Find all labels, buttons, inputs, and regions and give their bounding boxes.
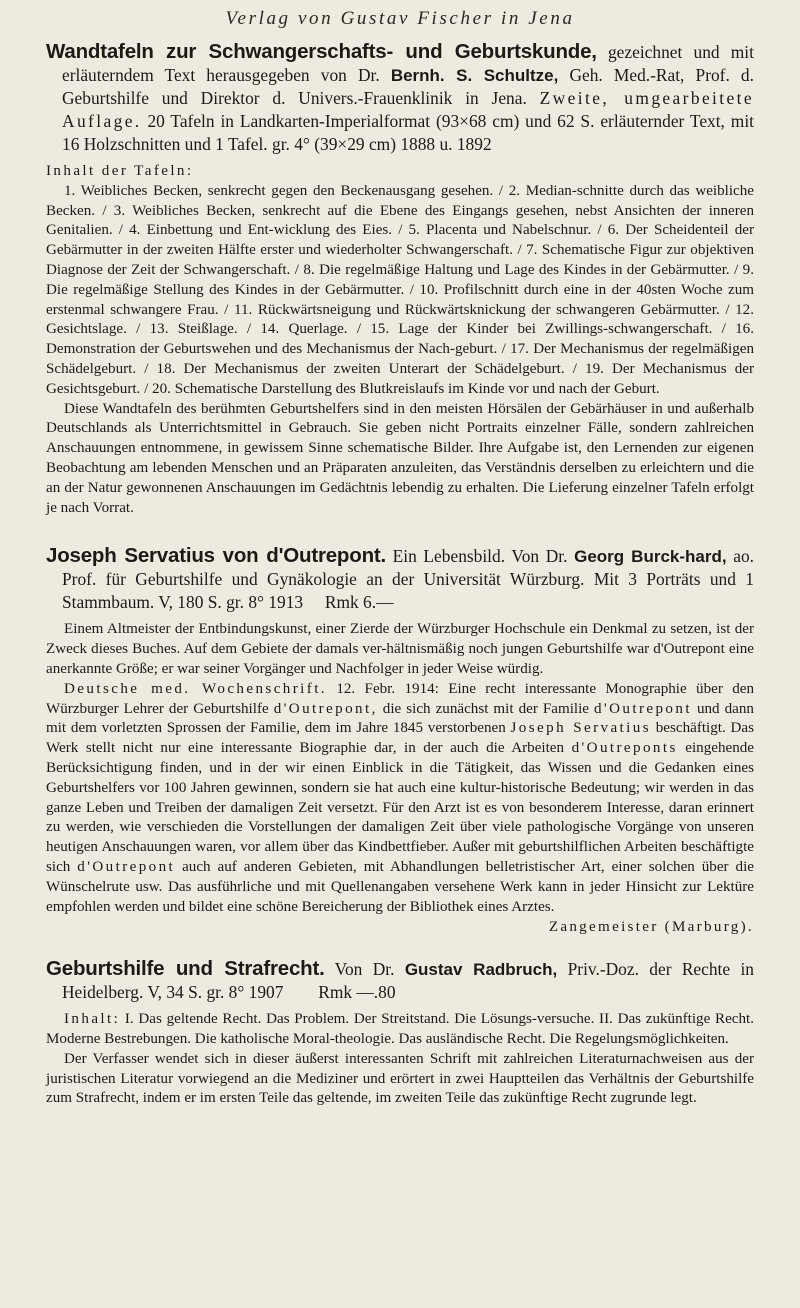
entry-price: Rmk 6.— xyxy=(324,592,394,613)
review-fragment: beschäftigt. Das Werk stellt nicht nur eine interessante Biographie dar, in der auch die Arbeiten xyxy=(46,720,754,757)
contents-list: 1. Weibliches Becken, senkrecht gegen den Beckenausgang gesehen. / 2. Median-schnitte durch das weibliche Becken. / 3. Weibliches Becken, senkrecht auf die Ebene des Eingangs gesehen, nebst Ansichten der inneren Genitalien. / 4. Einbettung und Ent-wicklung des Eies. / 5. Placenta und Nabelschnur. / 6. Der Scheidenteil der Gebärmutter in der zweiten Hälfte erster und wiederholter Schwangerschaft. / 7. Schematische Figur zur objektiven Diagnose der Zeit der Schwangerschaft. / 8. Die regelmäßige Haltung und Lage des Kindes in der Gebärmutter. / 9. Die regelmäßige Stellung des Kindes in der Gebärmutter. / 10. Profilschnitt durch eine in der 40sten Woche zum erstenmal schwangere Frau. / 11. Rückwärtsneigung und Rückwärtsknickung der schwangeren Gebärmutter. / 12. Gesichtslage. / 13. Steißlage. / 14. Querlage. / 15. Lage der Kinder bei Zwillings-schwangerschaft. / 16. Demonstration der Geburtswehen und des Mechanismus der Nach-geburt. / 17. Der Mechanismus der regelmäßigen Schädelgeburt. / 18. Der Mechanismus der zweiten Unterart der Schädelgeburt. / 19. Der Mechanismus der Gesichtsgeburt. / 20. Schematische Darstellung des Blutkreislaufs im Kinde vor und nach der Geburt. xyxy=(46,182,754,397)
review-fragment: die sich zunächst mit der Familie xyxy=(382,700,590,717)
entry-title-rest: gezeichnet und mit xyxy=(607,42,754,62)
entry-heading xyxy=(46,40,754,156)
person-name: d'Outrepont, xyxy=(273,700,378,717)
entry-desc: Priv.-Doz. der Rechte in Heidelberg. V, 34 S. gr. 8° 1907 xyxy=(62,959,754,1003)
entry-wandtafeln xyxy=(46,40,754,518)
entry-heading xyxy=(46,544,754,614)
entry-title: Geburtshilfe und Strafrecht. xyxy=(46,957,325,981)
review-fragment: eingehende Berücksichtigung finden, und in der wir einen Einblick in die Tätigkeit, das Wissen und die Gedanken eines Geburtshelfers vor 100 Jahren gewinnen, sondern sie hat auch eine kultur-historische Bedeutung; wir werden in das ganze Leben und Treiben der damaligen Zeit versetzt. Für den Arzt ist es von besonderem Interesse, daran erinnert zu werden, wie verschieden die Vorstellungen der damaligen Zeit über viele pathologische Vorgänge von unseren heutigen Anschauungen waren, vor allem über das Kindbettfieber. Außer mit geburtshilflichen Arbeiten beschäftigte sich xyxy=(46,740,754,875)
review-signature: Zangemeister (Marburg). xyxy=(548,919,754,936)
contents-heading: Inhalt der Tafeln: xyxy=(46,163,194,179)
review-fragment: und dann mit dem vorletzten Sprossen der Familie, dem im Jahre 1845 verstorbenen xyxy=(46,700,754,737)
entry-desc: erläuterndem Text herausgegeben von Dr. xyxy=(62,65,380,85)
entry-desc: 20 Tafeln in Landkarten-Imperialformat (93×68 cm) und 62 S. erläuternder Text, mit 16 Holzschnitten und 1 Tafel. gr. 4° (39×29 cm) 1888 u. 1892 xyxy=(62,111,754,154)
entry-title: Joseph Servatius von d'Outrepont. xyxy=(46,544,387,568)
person-name: d'Outrepont xyxy=(594,700,692,717)
review-source: Deutsche med. Wochenschrift. xyxy=(64,680,327,697)
entry-desc: ao. Prof. für Geburtshilfe und Gynäkologie an der Universität Würzburg. Mit 3 Porträts und 1 Stammbaum. V, 180 S. gr. 8° 1913 xyxy=(62,546,754,613)
entry-author: Bernh. S. Schultze, xyxy=(390,66,559,85)
review-fragment: Eine recht interessante Monographie über den Würzburger Lehrer der Geburtshilfe xyxy=(46,680,755,717)
entry-heading xyxy=(46,957,754,1004)
entry-author: Gustav Radbruch, xyxy=(404,960,558,980)
entry-price: Rmk —.80 xyxy=(318,982,396,1003)
entry-subtitle: Von Dr. xyxy=(334,959,395,980)
person-name: Joseph Servatius xyxy=(510,720,651,737)
contents-label: Inhalt: xyxy=(64,1011,121,1028)
entry-title: Wandtafeln zur Schwangerschafts- und Geburtskunde, xyxy=(46,40,597,63)
contents-text xyxy=(46,1010,754,1050)
person-name: d'Outreponts xyxy=(571,740,678,757)
entry-strafrecht xyxy=(46,957,754,1109)
running-head: Verlag von Gustav Fischer in Jena xyxy=(225,8,575,29)
entry-body: Der Verfasser wendet sich in dieser äußerst interessanten Schrift mit zahlreichen Literaturnachweisen aus der juristischen Literatur vorwiegend an die Mediziner und erörtert in zwei Hauptteilen das Verhältnis der Geburtshilfe zum Strafrecht, indem er im ersten Teile das geltende, im zweiten Teile das zukünftige Recht zugrunde legt. xyxy=(46,1050,754,1107)
review-date: 12. Febr. 1914: xyxy=(336,680,439,697)
entry-body: Einem Altmeister der Entbindungskunst, einer Zierde der Würzburger Hochschule ein Denkmal zu setzen, ist der Zweck dieses Buches. Auf dem Gebiete der damals ver-hältnismäßig noch jungen Geburtshilfe war d'Outrepont eine anerkannte Größe; er war seiner Vorgänger und Nachfolger in jeder Weise würdig. xyxy=(46,621,754,677)
entry-outrepont xyxy=(46,544,754,937)
entry-body: Diese Wandtafeln des berühmten Geburtshelfers sind in den meisten Hörsälen der Gebärhäuser in und außerhalb Deutschlands als Unterrichtsmittel in Gebrauch. Sie geben nicht Portraits einzelner Fälle, sondern zahlreichen Anschauungen entnommene, in gewissem Sinne schematische Bilder. Ihre Aufgabe ist, den Lernenden zur eigenen Beobachtung am lebenden Menschen und an Präparaten anzuleiten, das Verständnis derselben zu erleichtern und die an der Natur gewonnenen Anschauungen im Gedächtnis lebendig zu erhalten. Die Lieferung einzelner Tafeln erfolgt je nach Vorrat. xyxy=(46,400,754,516)
entry-desc: Geh. Med.-Rat, Prof. d. Geburtshilfe und Direktor d. Univers.-Frauenklinik in Jena. xyxy=(62,65,754,108)
entry-subtitle: Ein Lebensbild. Von Dr. xyxy=(392,546,568,567)
person-name: d'Outrepont xyxy=(77,858,176,875)
entry-edition: Zweite, umgearbeitete Auflage. xyxy=(62,88,754,131)
entry-author: Georg Burck-hard, xyxy=(574,547,727,567)
review-fragment: auch auf anderen Gebieten, mit Abhandlungen belletristischer Art, einer solchen über die Wünschelrute usw. Das ausführliche und mit Quellenangaben versehene Werk kann in jeder Hinsicht zur Lektüre empfohlen werden und bildet eine schöne Bereicherung der Bibliothek eines Arztes. xyxy=(46,858,754,915)
review-text xyxy=(46,680,754,918)
contents-list: I. Das geltende Recht. Das Problem. Der Streitstand. Die Lösungs-versuche. II. Das zukünftige Recht. Moderne Bestrebungen. Die katholische Moral-theologie. Das ausländische Recht. Die Regelungsmöglichkeiten. xyxy=(46,1011,754,1048)
